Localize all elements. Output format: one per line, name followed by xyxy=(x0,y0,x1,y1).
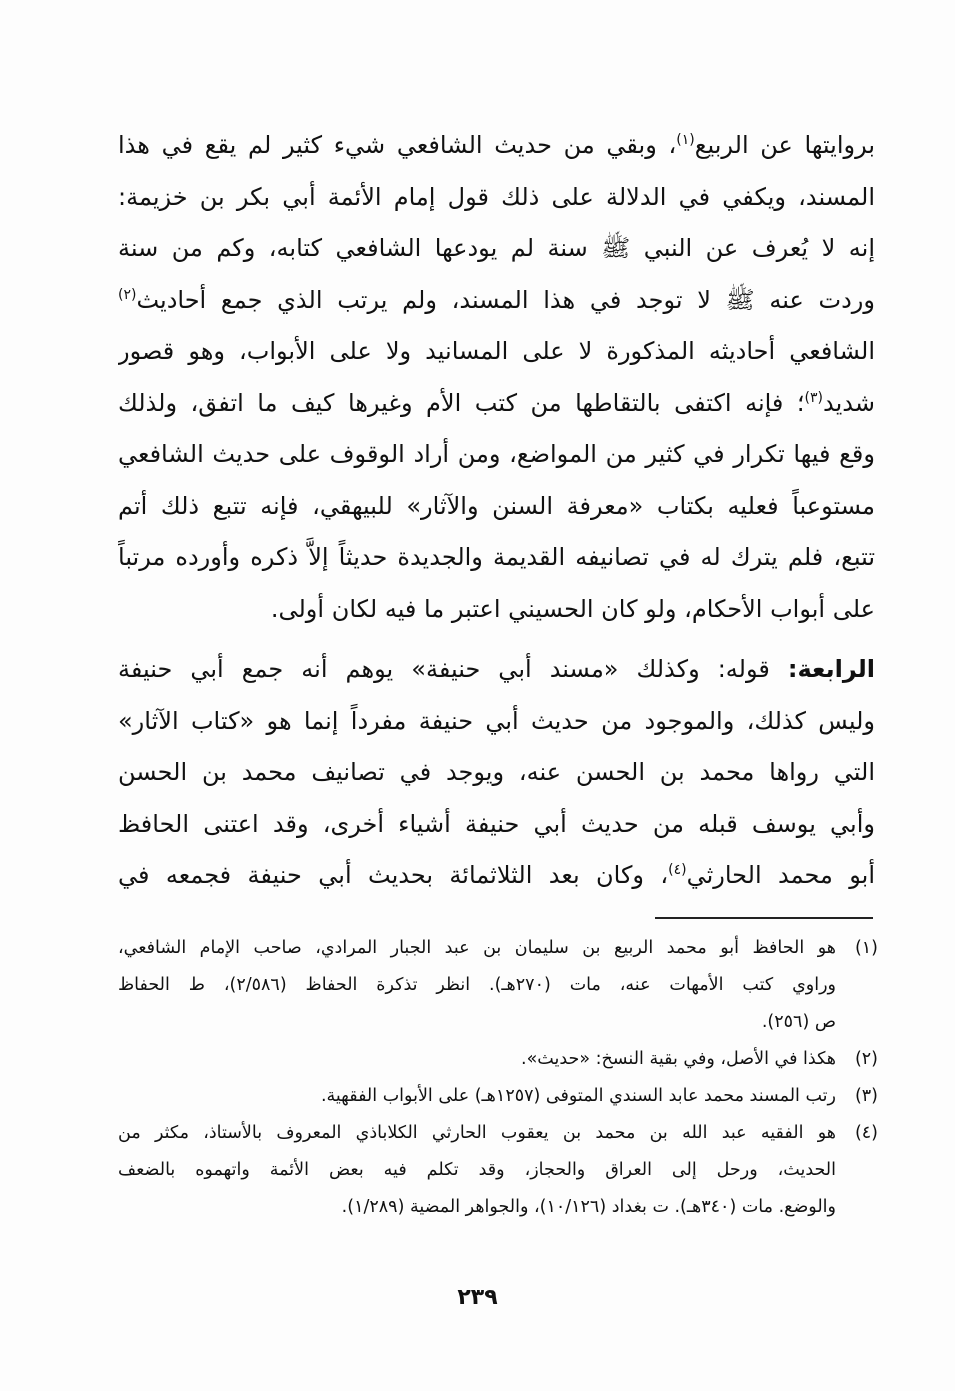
text-line: وردت عنه ﷺ لا توجد في هذا المسند، ولم يرتب الذي جمع أحاديث$^{(٢)}$ xyxy=(118,285,875,314)
text-line: أبو محمد الحارثي$^{(٤)}$، وكان بعد الثلاثمائة بحديث أبي حنيفة فجمعه في xyxy=(118,861,875,889)
footnote-line: ص (٢٥٦). xyxy=(761,1012,836,1032)
footnote-number: (١) xyxy=(854,938,878,958)
footnote-ref-2[interactable]: (٢) xyxy=(118,286,137,303)
footnote-3 xyxy=(118,1078,878,1115)
footnote-ref-3[interactable]: (٣) xyxy=(804,389,824,406)
text-line: الرابعة: قوله: وكذلك «مسند أبي حنيفة» يوهم أنه جمع أبي حنيفة xyxy=(118,655,875,683)
footnote-ref-1[interactable]: (١) xyxy=(676,132,695,148)
text-line: وأبي يوسف قبله من حديث أبي حنيفة أشياء أخرى، وقد اعتنى الحافظ xyxy=(118,809,875,838)
footnote-line: الحديث، ورحل إلى العراق والحجاز، وقد تكلم فيه بعض الأئمة واتهموه بالضعف xyxy=(118,1160,836,1180)
footnote-number: (٣) xyxy=(854,1086,878,1106)
footnote-1 xyxy=(118,930,878,1041)
text-line: وليس كذلك، والموجود من حديث أبي حنيفة مفرداً إنما هو «كتاب الآثار» xyxy=(118,706,875,735)
footnote-line: وراوي كتب الأمهات عنه، مات (٢٧٠هـ). انظر تذكرة الحفاظ (٢/٥٨٦)، ط الحفاظ xyxy=(118,975,836,995)
text-line: شديد$^{(٣)}$؛ فإنه اكتفى بالتقاطها من كتب الأم وغيرها كيف ما اتفق، ولذلك xyxy=(118,388,875,417)
paragraph-gap xyxy=(118,635,875,644)
text-line: تتبع، فلم يترك له في تصانيفه القديمة والجديدة حديثاً إلاَّ ذكره وأورده مرتباً xyxy=(118,543,875,571)
text-line: وقع فيها تكرار في كثير من المواضع، ومن أراد الوقوف على حديث الشافعي xyxy=(118,440,875,468)
footnotes-section xyxy=(118,930,878,1226)
text-line: مستوعباً فعليه بكتاب «معرفة السنن والآثار» للبيهقي، فإنه تتبع ذلك أتم xyxy=(118,491,875,520)
footnote-separator xyxy=(655,917,873,919)
footnote-ref-4[interactable]: (٤) xyxy=(668,862,687,878)
paragraph-1 xyxy=(118,120,875,635)
text-line: على أبواب الأحكام، ولو كان الحسيني اعتبر ما فيه لكان أولى. xyxy=(270,594,875,623)
footnote-2 xyxy=(118,1041,878,1078)
paragraph-2 xyxy=(118,644,875,902)
text-line: المسند، ويكفي في الدلالة على ذلك قول إمام الأئمة أبي بكر بن خزيمة: xyxy=(118,182,875,211)
footnote-line: هو الفقيه عبد الله بن محمد بن يعقوب الحارثي الكلاباذي المعروف بالأستاذ، مكثر من xyxy=(118,1123,836,1143)
footnote-line: رتب المسند محمد عابد السندي المتوفى (١٢٥٧هـ) على الأبواب الفقهية. xyxy=(320,1086,836,1106)
footnote-line: هو الحافظ أبو محمد الربيع بن سليمان بن عبد الجبار المرادي، صاحب الإمام الشافعي، xyxy=(118,938,836,958)
footnote-4 xyxy=(118,1115,878,1226)
text-line: التي رواها محمد بن الحسن عنه، ويوجد في تصانيف محمد بن الحسن xyxy=(118,758,875,786)
section-heading-fourth: الرابعة: xyxy=(787,655,875,683)
footnote-line: والوضع. مات (٣٤٠هـ). ت بغداد (١٠/١٢٦)، والجواهر المضية (١/٢٨٩). xyxy=(341,1197,836,1217)
text-line: الشافعي أحاديثه المذكورة لا على المسانيد ولا على الأبواب، وهو قصور xyxy=(118,337,875,365)
footnote-number: (٢) xyxy=(854,1049,878,1069)
footnote-number: (٤) xyxy=(854,1123,878,1143)
page-number: ٢٣٩ xyxy=(457,1285,498,1310)
main-text-body xyxy=(118,120,875,902)
footnote-line: هكذا في الأصل، وفي بقية النسخ: «حديث». xyxy=(521,1049,836,1069)
text-line: بروايتها عن الربيع$^{(١)}$، وبقي من حديث الشافعي شيء كثير لم يقع في هذا xyxy=(118,131,875,159)
text-line: إنه لا يُعرف عن النبي ﷺ سنة لم يودعها الشافعي كتابه، وكم من سنة xyxy=(118,234,875,262)
